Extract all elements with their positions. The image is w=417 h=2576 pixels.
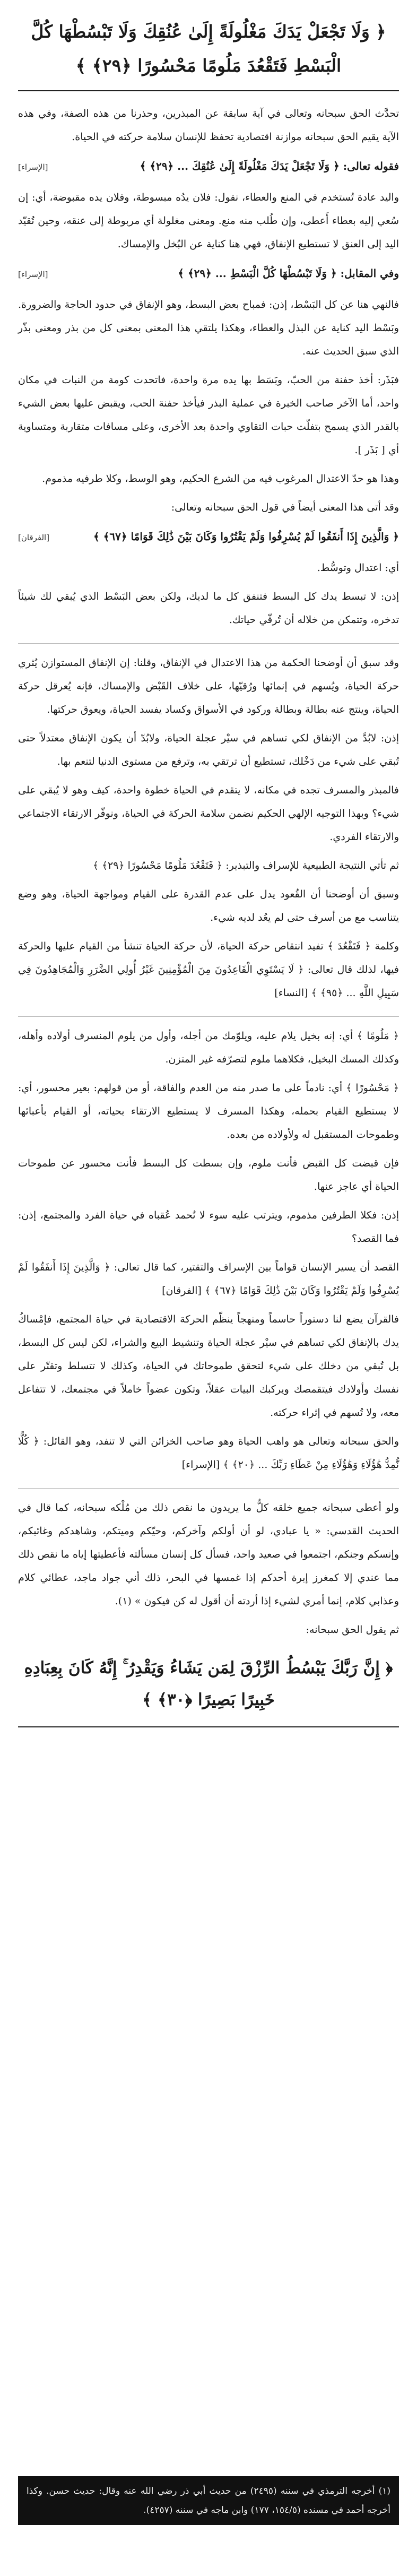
paragraph: وسبق أن أوضحنا أن القُعود يدل على عدم القدرة على القيام ومواجهة الحياة، وهو وضع يتناسب مع من أسرف حتى لم يعُد لديه شيء. [18,888,399,923]
paragraph: وهذا هو حدّ الاعتدال المرغوب فيه من الشرع الحكيم، وهو الوسط، وكلا طرفيه مذموم. [42,473,399,485]
section-blame [18,1024,399,1489]
paragraph: فالنهي هنا عن كل البَسْط، إذن: فمباح بعض البسط، وهو الإنفاق في حدود الحاجة والضرورة. وبَسْط اليد كناية عن البذل والعطاء، وهكذا يلتقي هذا المعنى بمعنى كل من بذر ومعنى بذّر الذي سبق الحديث عنه. [18,299,399,357]
paragraph: ثم يقول الحق سبحانه: [306,1624,399,1636]
verse-header: ﴿ وَلَا تَجْعَلْ يَدَكَ مَغْلُولَةً إِلَىٰ عُنُقِكَ وَلَا تَبْسُطْهَا كُلَّ الْبَسْطِ فَتَقْعُدَ مَلُومًا مَحْسُورًا ﴿٢٩﴾ ﴾ [18,12,399,91]
paragraph: إذن: لا تبسط يدك كل البسط فتنفق كل ما لديك، ولكن بعض البَسْط الذي يُبقي لك شيئاً تدخره، وتتمكن من خلاله أن تُرقّي حياتك. [18,591,399,626]
closing-verse: ﴿ إِنَّ رَبَّكَ يَبْسُطُ الرِّزْقَ لِمَن يَشَاءُ وَيَقْدِرُ ۚ إِنَّهُ كَانَ بِعِبَادِهِ خَبِيرًا بَصِيرًا ﴿٣٠﴾ ﴾ [18,1647,399,1727]
footnote: (١) أخرجه الترمذي في سننه (٢٤٩٥) من حديث أبي ذر رضي الله عنه وقال: حديث حسن. وكذا أخرجه أحمد في مسنده (١٥٤/٥، ١٧٧) وابن ماجه في سننه (٤٢٥٧). [18,2476,399,2525]
paragraph: ثم تأتي النتيجة الطبيعية للإسراف والتبذير: ﴿ فَتَقْعُدَ مَلُومًا مَحْسُورًا ﴿٢٩﴾ ﴾ [92,860,399,871]
paragraph: والحق سبحانه وتعالى هو واهب الحياة وهو صاحب الخزائن التي لا تنفد، وهو القائل: ﴿ كُلًّا نُّمِدُّ هَٰؤُلَاءِ وَهَٰؤُلَاءِ مِنْ عَطَاءِ رَبِّكَ ... ﴿٢٠﴾ ﴾ [الإسراء] [18,1436,399,1471]
section-intro [18,102,399,644]
paragraph: ولو أعطى سبحانه جميع خلقه كلٌّ ما يريدون ما نقص ذلك من مُلْكه سبحانه، كما قال في الحديث القدسي: « يا عبادي، لو أن أولكم وآخركم، وحيّكم وميتكم، وشاهدكم وغائبكم، وإنسكم وجنكم، اجتمعوا في صعيد واحد، فسأل كل إنسان مسألته فأعطيتها إياه ما نقص ذلك مما عندي إلا كمغرز إبرة أحدكم إذا غمسها في البحر، ذلك أني جواد ماجد، عطائي كلام وعذابي كلام، إنما أمري لشيء إذا أردته أن أقول له كن فيكون » (١). [18,1502,399,1607]
quote-line [18,261,399,287]
quote-text: وفي المقابل: ﴿ وَلَا تَبْسُطْهَا كُلَّ الْبَسْطِ ... ﴿٢٩﴾ ﴾ [178,267,399,280]
surah-reference: [الفرقان] [18,533,50,542]
surah-reference: [الإسراء] [18,162,48,172]
paragraph: فالقرآن يضع لنا دستوراً حاسماً ومنهجاً ينظّم الحركة الاقتصادية في حياة المجتمع، فإمْساكُ يدك بالإنفاق لكي تساهم في سيْر عجلة الحياة وتنشيط البيع والشراء، لكن ليس كل البسط، بل تُبقي من دخلك على شيء لتحقق طموحاتك في الحياة، وكذلك لا تتسلط وتقتّر على نفسك وأولادك فيتقمصك ويركبك البيات عقلاً، وتكون عضواً خاملاً في مجتمعك، لا تتفاعل معه، ولا تُسهم في إثراء حركته. [18,1313,399,1419]
paragraph: وقد سبق أن أوضحنا الحكمة من هذا الاعتدال في الإنفاق، وقلنا: إن الإنفاق المستوازن يُثري حركة الحياة، ويُسهم في إنمائها ورُقيّها، على خلاف القَبْض والإمساك، فإنه يُعرقل حركة الحياة، وينتج عنه بطالة وبطالة وركود في الأسواق وكساد يفسد الحياة، ويعوق حركتها. [18,657,399,715]
section-moderation [18,651,399,1017]
quote-text: ﴿ وَالَّذِينَ إِذَا أَنفَقُوا لَمْ يُسْرِفُوا وَلَمْ يَقْتُرُوا وَكَانَ بَيْنَ ذَٰلِكَ قَوَامًا ﴿٦٧﴾ ﴾ [93,530,399,543]
paragraph: أي: اعتدال وتوسُّط. [317,562,399,574]
quote-line [18,154,399,179]
paragraph: فإن قبضت كل القبض فأنت ملوم، وإن بسطت كل البسط فأنت محسور عن طموحات الحياة أي عاجز عنها. [18,1157,399,1192]
paragraph: القصد أن يسير الإنسان قواماً بين الإسراف والتقتير، كما قال تعالى: ﴿ وَالَّذِينَ إِذَا أَنفَقُوا لَمْ يُسْرِفُوا وَلَمْ يَقْتُرُوا وَكَانَ بَيْنَ ذَٰلِكَ قَوَامًا ﴿٦٧﴾ ﴾ [الفرقان] [18,1261,399,1296]
quote-line [18,524,399,550]
paragraph: ﴿ مَحْسُورًا ﴾ أي: نادماً على ما صدر منه من العدم والفاقة، أو من قولهم: بعير محسور، أي: لا يستطيع القيام بحمله، وهكذا المسرف لا يستطيع الارتقاء بحياته، أو القيام بأعبائها وطموحات المستقبل له ولأولاده من بعده. [18,1082,399,1140]
paragraph: إذن: فكلا الطرفين مذموم، ويترتب عليه سوء لا تُحمد عُقباه في حياة الفرد والمجتمع، إذن: فما القصد؟ [18,1209,399,1244]
paragraph: فالمبذر والمسرف تجده في مكانه، لا يتقدم في الحياة خطوة واحدة، كيف وهو لا يُبقي على شيء؟ وبهذا التوجيه الإلهي الحكيم نضمن سلامة الحركة في الحياة، ونوفّر الارتقاء الاجتماعي والارتقاء الفردي. [18,784,399,843]
paragraph: فبَذَر: أخذ حفنة من الحبّ، وبَسَط بها يده مرة واحدة، فاتحدت كومة من النبات في مكان واحد، أما الآخر صاحب الخبرة في عملية البذر فيأخذ حفنة الحب، ويقبض عليها بعض الشيء بالقدر الذي يسمح بتفلّت حبات التقاوي واحدة بعد الأخرى، وعلى مسافات متقاربة ومتساوية أي [ بَذَر ]. [18,374,399,456]
paragraph: تحدَّث الحق سبحانه وتعالى في آية سابقة عن المبذرين، وحذرنا من هذه الصفة، وفي هذه الآية يقيم الحق سبحانه موازنة اقتصادية تحفظ للإنسان سلامة حركته في الحياة. [18,108,399,143]
paragraph: ﴿ مَلُومًا ﴾ أي: إنه بخيل يلام عليه، ويلوّمك من أجله، وأول من يلوم المنسرف أولاده وأهله، وكذلك المسك البخيل، فكلاهما ملوم لتصرّفه غير المتزن. [18,1030,399,1065]
paragraph: إذن: لابُدَّ من الإنفاق لكي تساهم في سيْر عجلة الحياة، ولابُدّ أن يكون الإنفاق معتدلاً حتى تُبقي على شيء من دَخْلك، تستطيع أن ترتقي به، وترفع من مستوى الدنيا لتنعم بها. [18,732,399,767]
paragraph: وقد أتى هذا المعنى أيضاً في قول الحق سبحانه وتعالى: [171,502,399,513]
quote-text: فقوله تعالى: ﴿ وَلَا تَجْعَلْ يَدَكَ مَغْلُولَةً إِلَىٰ عُنُقِكَ ... ﴿٢٩﴾ ﴾ [140,160,399,172]
paragraph: وكلمة ﴿ فَتَقْعُدَ ﴾ تفيد انتقاص حركة الحياة، لأن حركة الحياة تنشأ من القيام عليها والحركة فيها، لذلك قال تعالى: ﴿ لَا يَسْتَوِي الْقَاعِدُونَ مِنَ الْمُؤْمِنِينَ غَيْرُ أُولِي الضَّرَرِ وَالْمُجَاهِدُونَ فِي سَبِيلِ اللَّهِ ... ﴿٩٥﴾ ﴾ [النساء] [18,940,399,999]
paragraph: واليد عادة تُستخدم في المنع والعطاء، نقول: فلان يدُه مبسوطة، وفلان يده مقبوضة، أي: إن سُعي إليه بعطاء أَعطى، وإن طُلب منه منع. ومعنى مغلولة أي مربوطة إلى عنقه، وحين تُقيّد اليد إلى العنق لا تستطيع الإنفاق، فهي هنا كناية عن البُخل والإمساك. [18,192,399,250]
section-hadith [18,1496,399,1641]
surah-reference: [الإسراء] [18,270,48,279]
